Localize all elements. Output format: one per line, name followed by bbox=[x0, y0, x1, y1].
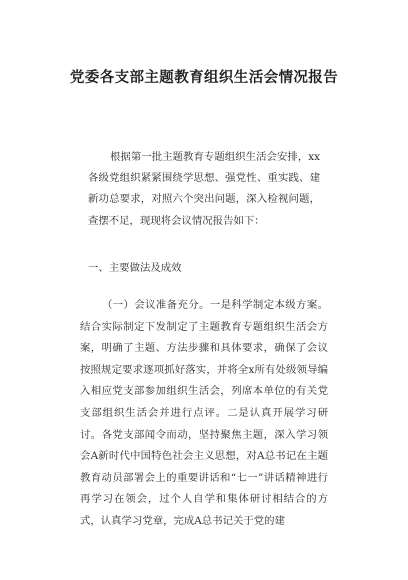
intro-paragraph: 根据第一批主题教育专题组织生活会安排，xx各级党组织紧紧围绕学思想、强党性、重实践、建新功总要求，对照六个突出问题，深入检视问题，查摆不足，现现将会议情况报告如下： bbox=[88, 151, 320, 227]
document-title: 党委各支部主题教育组织生活会情况报告 bbox=[69, 69, 339, 86]
section-paragraph: （一）会议准备充分。一是科学制定本级方案。结合实际制定下发制定了主题教育专题组织生活会方案，明确了主题、方法步骤和具体要求，确保了会议按照规定要求逐项抓好落实，并将全x所有处级领导编入相应党支部参加组织生活会，列席本单位的有关党支部组织生活会并进行点评。二是认真开展学习研讨。各党支部闻令而动，坚持聚焦主题，深入学习领会A新时代中国特色社会主义思想，对A总书记在主题教育动员部署会上的重要讲话和“七一”讲话精神进行再学习在领会，过个人自学和集体研讨相结合的方式，认真学习党章，完成A总书记关于党的建 bbox=[80, 299, 328, 527]
section-heading: 一、主要做法及成效 bbox=[88, 262, 182, 274]
